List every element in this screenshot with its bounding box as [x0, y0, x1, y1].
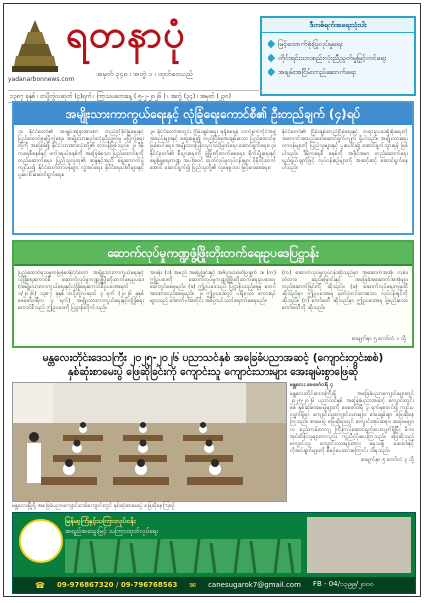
- sugar-advertisement: [12, 512, 416, 594]
- article-columns: [14, 266, 412, 316]
- article-exam-body: [290, 382, 414, 510]
- ad-facebook[interactable]: FB - 04/၁၃၉၉/၂၀၀၀: [312, 580, 374, 588]
- sugarcane-field-image: [65, 539, 301, 573]
- list-item: မြင့်ထောက်ဖုံးပြုလုပ်မှုရေး: [268, 37, 408, 51]
- article-column: အခန်း (၁) အမည် အစပြုခြင်းနှင့် အဓိပ္ပာယ်ဖော်ပြချက် ၁။ (က) ဤဥပဒေကို ဆောက်လုပ်မှုကဏ္ဍဖွံ့ဖြိုးတိုးတက်ရေးဥပဒေဟု ခေါ်တွင်စေရမည်။ (ခ) ဤဥပဒေသည် ပြဋ္ဌာန်းသည့်နေ့မှ စတင်အာဏာတည်စေရမည်။ ၂။ ဤဥပဒေတွင် ပါရှိသော စကားရပ်များသည် အောက်ပါအတိုင်း အဓိပ္ပာယ်သက်ရောက်စေရမည်။: [150, 270, 276, 304]
- article-column: (က) ဆောက်လုပ်မှုလုပ်ငန်းဆိုသည်မှာ အဆောက်အအုံ၊ လမ်း၊ တံတား၊ ဆည်မြောင်းနှင့် အခြေခံအဆောက်အအုံများ တည်ဆောက်ခြင်းကို ဆိုသည်။ (ခ) ဆောက်လုပ်ရေးကုမ္ပဏီ ဆိုသည်မှာ ဤဥပဒေအရ မှတ်ပုံတင်ထားသော လုပ်ငန်းရှင်ကို ဆိုသည်။ (ဂ) ကော်မတီ ဆိုသည်မှာ ဤဥပဒေအရ ဖွဲ့စည်းသော ကော်မတီကို ဆိုသည်။: [282, 270, 408, 311]
- article-council-objectives: [12, 101, 414, 235]
- continued-note: စာမျက်နှာ ၅ ကော်လံ ၃ သို့: [360, 456, 414, 463]
- article-byline: မန္တလေး ဖေဖော်ဝါရီ ၄: [290, 382, 334, 388]
- article-headline-line-1: မန္တလေးတိုင်းဒေသကြီး ၂၀၂၅-၂၀၂၆ ပညာသင်နှစ် အခြေခံပညာအဆင့် (ကျောင်းတွင်းစစ်): [42, 352, 384, 364]
- article-columns: [14, 125, 412, 183]
- issue-subline: အမှတ် ၃၄၈ ၊ အတွဲ ၁ ၊ ထုတ်ဝေသည်: [96, 70, 193, 78]
- article-headline: ဆောက်လုပ်မှုကဏ္ဍဖွံ့ဖြိုးတိုးတက်ရေးဥပဒေပြဋ္ဌာန်း: [14, 242, 412, 266]
- article-headline: အမျိုးသားကာကွယ်ရေးနှင့် လုံခြုံရေးကောင်စီ၏ ဦးတည်ချက် (၄)ရပ်: [14, 103, 412, 125]
- ad-title: မြန်မာ့ကြံနှင့်သကြားလုပ်ငန်း: [65, 517, 136, 525]
- article-construction-law: [12, 240, 414, 348]
- ad-phone[interactable]: 09-976867320 / 09-796768563: [56, 581, 178, 589]
- newspaper-front-page: [3, 3, 421, 597]
- phone-icon: ☎: [35, 580, 45, 590]
- diamond-bullet-icon: [268, 40, 275, 48]
- article-body: မန္တလေးတိုင်းဒေသကြီးရှိ အခြေခံပညာကျောင်းများတွင် ၂၀၂၅-၂၀၂၆ ပညာသင်နှစ် အခြေခံပညာအဆင့် ကျောင်းတွင်းစစ် နှစ်ဆုံးစာမေးပွဲများကို ဖေဖော်ဝါရီ ၃ ရက်မှစတင်၍ ကျင်းပလျက်ရှိရာ ကျောင်းသူကျောင်းသားများ အေးချမ်းစွာ ဖြေဆိုနေကြသည်။ စာမေးပွဲ ဖြေဆိုရာတွင် ကျောင်းအုပ်ဆရာ၊ ဆရာမများက စည်းကမ်းတကျ ကြီးကြပ်ဆောင်ရွက်ပေးလျက်ရှိပြီး မိဘ၊ အုပ်ထိန်းသူများကလည်း ကူညီပံ့ပိုးပေးကြသည်။ ဖြေဆိုသည့် ကျောင်းသူ ကျောင်းသားများအား ရေသန့်၊ ဆေးဝါးနှင့် လိုအပ်ချက်များကို စီစဉ်ပေးထားကြောင်း သိရသည်။: [290, 391, 414, 454]
- article-column: ပြည်ထောင်စုသမ္မတမြန်မာနိုင်ငံတော် အမျိုးသားကာကွယ်ရေးနှင့်လုံခြုံရေးကောင်စီ ဆောက်လုပ်မှုကဏ္ဍဖွံ့ဖြိုးတိုးတက်ရေးဥပဒေ (အမျိုးသားကာကွယ်ရေးနှင့်လုံခြုံရေးကောင်စီဥပဒေအမှတ် ၁/၂၀၂၆) ၁၃၈၇ ခုနှစ် တပို့တွဲလဆုတ် ၃ ရက် (၂၀၂၆ ခုနှစ် ဖေဖော်ဝါရီလ ၄ ရက်) အမျိုးသားကာကွယ်ရေးနှင့်လုံခြုံရေးကောင်စီသည် ဤဥပဒေကို ပြဋ္ဌာန်းလိုက်သည်။: [18, 270, 144, 311]
- continued-note: စာမျက်နှာ ၅ ကော်လံ ၁ သို့: [351, 336, 406, 342]
- article-column: နိုင်ငံတော်၏ ငြိမ်းချမ်းတည်ငြိမ်ရေးနှင့် တရားဥပဒေစိုးမိုးရေးကို အကောင်အထည်ဖော်ဆောင်ရွက်လျက် ရှိပါသည်။ အမျိုးသားရေးတာဝန်များကို ပြည်သူများနှင့် ပူးပေါင်း၍ ဆောင်ရွက်သွားရန် ဖြစ်ပါသည်။ ဒီမိုကရေစီ စနစ်ကို အခိုင်အမာ တည်ဆောက်ရေး ရည်ရွယ်ချက်ဖြင့် လုပ်ငန်းစဉ်များကို အဆင့်ဆင့် ဆောင်ရွက်နေပါသည်။: [282, 129, 408, 172]
- newspaper-emblem-icon: [10, 18, 60, 74]
- sugar-mill-image: [307, 517, 411, 573]
- daily-objectives-heading: ဒီတစ်ရက်အရေးသုံးပါး: [262, 18, 414, 33]
- list-item: တိုင်းရင်းသားစည်းလုံးညီညွတ်မှုမြှင့်တင်ရေး: [268, 51, 408, 65]
- ad-subtitle: အရည်အသွေးမြင့် သကြားထုတ်လုပ်ရေး: [65, 527, 159, 535]
- exam-hall-photo: [12, 382, 287, 502]
- mail-icon: ✉: [189, 580, 197, 590]
- dateline: ၁၃၈၇ ခုနှစ် ၊ တပို့တွဲလဆုတ် (၄)ရက် ၊ ကြာသပတေးနေ့ ( ၅-၂-၂၀၂၆ ) ၊ အတွဲ (၃၄) ၊ အမှတ် (၂၃၀): [8, 90, 262, 103]
- daily-objectives-box: [260, 16, 416, 96]
- article-headline-line-2: နှစ်ဆုံးစာမေးပွဲ ဖြေဆိုခြင်းကို ကျောင်းသူ ကျောင်းသားများ အေးချမ်းစွာဖြေဆို: [67, 366, 359, 378]
- diamond-bullet-icon: [268, 54, 275, 62]
- list-item: အချမ်းအငြိမ်းတည်ဆောက်ရေး: [268, 65, 408, 79]
- ad-contact-bar: [13, 577, 415, 593]
- article-column: ၃။ နိုင်ငံတော်အတွင်း ငြိမ်းချမ်းရေး ရရှိစေရန် လက်နက်ကိုင်အဖွဲ့အစည်းများနှင့် ဆွေးနွေး၍ တည်ငြိမ်အေးချမ်းသော ပြည်ထောင်စု ဖြစ်ပေါ်ရေး၊ အမျိုးသားပြန်လည်သင့်မြတ်ရေး ဆောင်ရွက်ရေး။ ၄။ နိုင်ငံတော်၏ စီးပွားရေးကို ဖွံ့ဖြိုးတိုးတက်စေရေး၊ စိုက်ပျိုးရေးနှင့် မွေးမြူရေးကဏ္ဍ အပါအဝင် ထုတ်လုပ်မှုလုပ်ငန်းများ ပိုမိုတိုးတက်အောင် ဆောင်ရွက်၍ ပြည်သူတို့၏ လူနေမှုဘဝ မြင့်မားစေရေး။: [150, 129, 276, 172]
- masthead: [8, 8, 256, 88]
- exam-hall-photo-illustration: [13, 383, 286, 501]
- newspaper-title: ရတနာပုံ: [66, 11, 186, 56]
- daily-objectives-list: [262, 33, 414, 83]
- sugar-company-logo-icon: [19, 519, 63, 563]
- diamond-bullet-icon: [268, 68, 275, 76]
- ad-email[interactable]: canesugarok7@gmail.com: [208, 581, 301, 589]
- newspaper-url[interactable]: yadanarbonnews.com: [8, 76, 75, 83]
- article-column: ၁။ နိုင်ငံတော်၏ အချုပ်အခြာအာဏာ တည်တံ့ခိုင်မြဲရေးနှင့် ပြည်ထောင်စုမပြိုကွဲရေး၊ အမျိုးသားစည်းလုံးညီညွတ်မှု မပြိုကွဲရေးတို့ကို အခြေခံ၍ နိုင်ငံသားအားလုံးတို့၏ တာဝန်ဖြစ်သည်။ ၂။ ဒီမိုကရေစီစနစ်နှင့် ဖက်ဒရယ်စနစ်ကို အခြေခံသော ပြည်ထောင်စုကို တည်ဆောက်ရေး၊ ပြည်သူလူထု၏ ဆန္ဒနှင့်အညီ ရွေးကောက်ပွဲ ကျင်းပ၍ နိုင်ငံတော်တာဝန်များ လွှဲအပ်ရေး၊ နိုင်ငံရေးပါတီများနှင့် ပူးပေါင်းဆောင်ရွက်ရေး။: [18, 129, 144, 179]
- photo-caption: မန္တလေးမြို့ရှိ အခြေခံပညာကျောင်းတစ်ကျောင်းတွင် နှစ်ဆုံးစာမေးပွဲ ဖြေဆိုနေကြစဉ်: [12, 503, 175, 509]
